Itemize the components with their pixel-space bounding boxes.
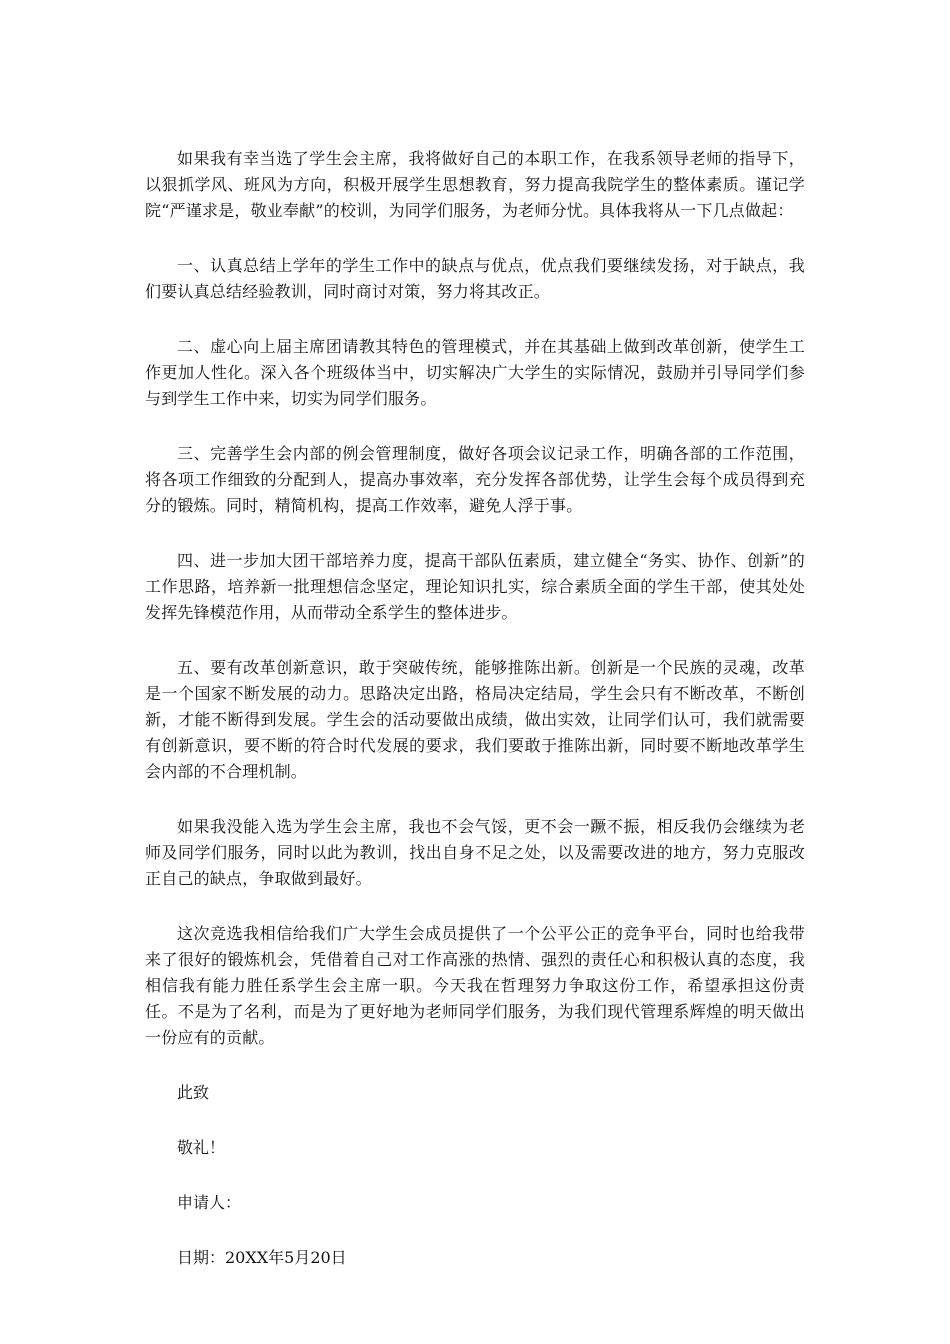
- applicant-label: 申请人：: [177, 1193, 242, 1212]
- paragraph-if-not-elected: 如果我没能入选为学生会主席，我也不会气馁，更不会一蹶不振，相反我仍会继续为老师及同学们服务，同时以此为教训，找出自身不足之处，以及需要改进的地方，努力克服改正自己的缺点，争取做到最好。: [145, 817, 805, 888]
- paragraph-point-2: 二、虚心向上届主席团请教其特色的管理模式，并在其基础上做到改革创新，使学生工作更加人性化。深入各个班级体当中，切实解决广大学生的实际情况，鼓励并引导同学们参与到学生工作中来，切实为同学们服务。: [145, 337, 805, 408]
- paragraph-point-1: 一、认真总结上学年的学生工作中的缺点与优点，优点我们要继续发扬，对于缺点，我们要认真总结经验教训，同时商讨对策，努力将其改正。: [145, 256, 805, 301]
- document-body: [145, 146, 805, 1300]
- paragraph-point-4: 四、进一步加大团干部培养力度，提高干部队伍素质，建立健全“务实、协作、创新”的工作思路，培养新一批理想信念坚定，理论知识扎实，综合素质全面的学生干部，使其处处发挥先锋模范作用，从而带动全系学生的整体进步。: [145, 551, 805, 622]
- date-line: 日期：20XX年5月20日: [177, 1248, 347, 1267]
- paragraph-conclusion: 这次竞选我相信给我们广大学生会成员提供了一个公平公正的竞争平台，同时也给我带来了很好的锻炼机会，凭借着自己对工作高涨的热情、强烈的责任心和积极认真的态度，我相信我有能力胜任系学生会主席一职。今天我在哲理努力争取这份工作，希望承担这份责任。不是为了名利，而是为了更好地为老师同学们服务，为我们现代管理系辉煌的明天做出一份应有的贡献。: [145, 924, 805, 1047]
- paragraph-intro: 如果我有幸当选了学生会主席，我将做好自己的本职工作，在我系领导老师的指导下，以狠抓学风、班风为方向，积极开展学生思想教育，努力提高我院学生的整体素质。谨记学院“严谨求是，敬业奉献”的校训，为同学们服务，为老师分忧。具体我将从一下几点做起：: [145, 149, 805, 220]
- closing-salutation: 此致: [177, 1083, 210, 1102]
- paragraph-point-3: 三、完善学生会内部的例会管理制度，做好各项会议记录工作，明确各部的工作范围，将各项工作细致的分配到人，提高办事效率，充分发挥各部优势，让学生会每个成员得到充分的锻炼。同时，精简机构，提高工作效率，避免人浮于事。: [145, 444, 805, 515]
- paragraph-point-5: 五、要有改革创新意识，敢于突破传统，能够推陈出新。创新是一个民族的灵魂，改革是一个国家不断发展的动力。思路决定出路，格局决定结局，学生会只有不断改革，不断创新，才能不断得到发展。学生会的活动要做出成绩，做出实效，让同学们认可，我们就需要有创新意识，要不断的符合时代发展的要求，我们要敢于推陈出新，同时要不断地改革学生会内部的不合理机制。: [145, 658, 805, 781]
- closing-regards: 敬礼！: [177, 1138, 226, 1157]
